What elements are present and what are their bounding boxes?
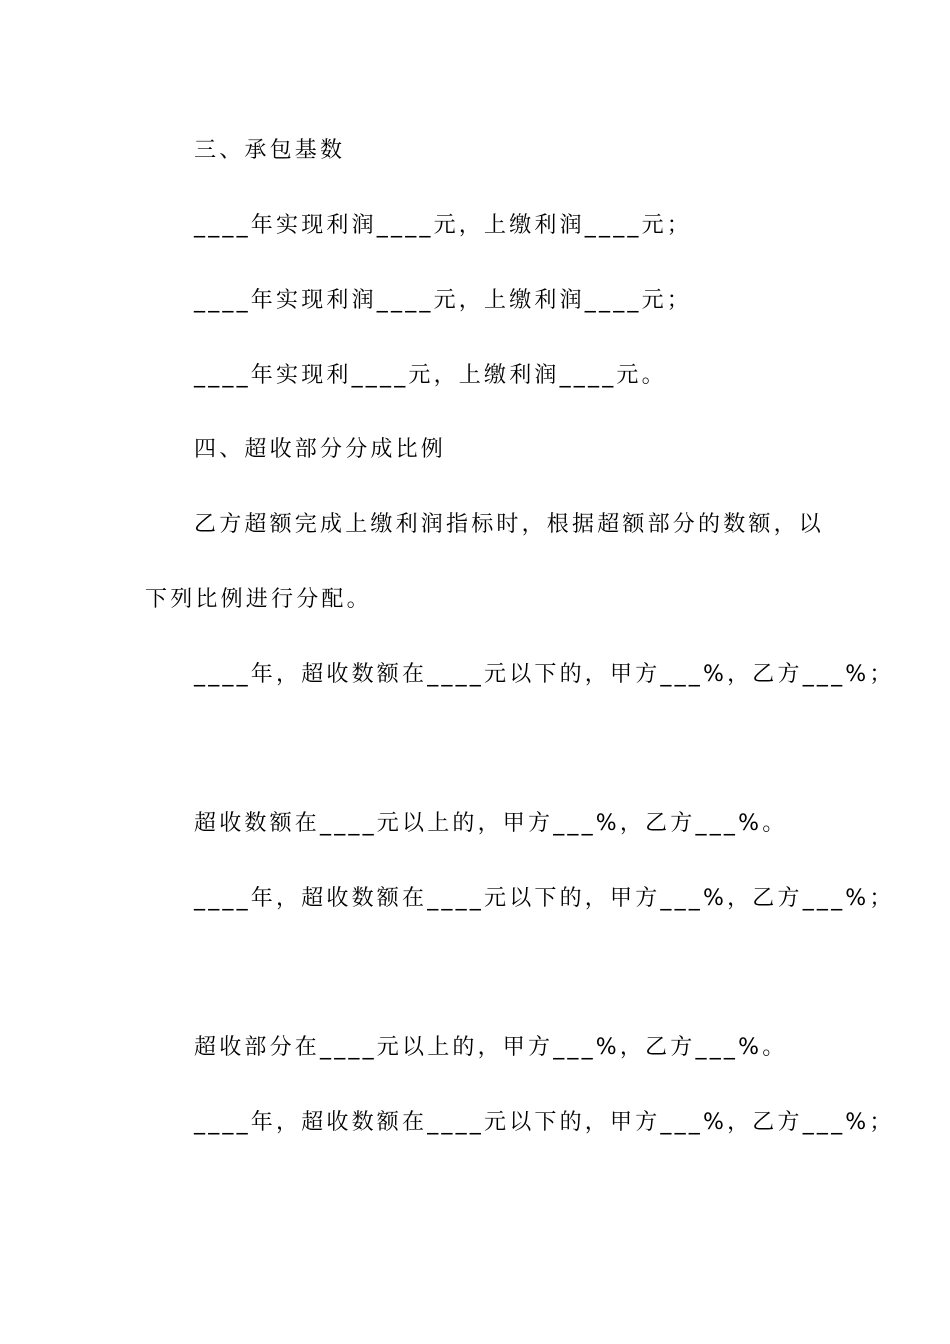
paragraph-text-continued: 下列比例进行分配。 bbox=[145, 587, 372, 612]
ratio-line-1: ____年，超收数额在____元以下的，甲方___%，乙方___%； bbox=[194, 662, 895, 687]
ratio-line-5: ____年，超收数额在____元以下的，甲方___%，乙方___%； bbox=[194, 1110, 895, 1135]
ratio-line-4: 超收部分在____元以上的，甲方___%，乙方___%。 bbox=[194, 1035, 788, 1060]
ratio-line-2: 超收数额在____元以上的，甲方___%，乙方___%。 bbox=[194, 811, 788, 836]
profit-line-2: ____年实现利润____元，上缴利润____元； bbox=[194, 288, 693, 313]
ratio-line-3: ____年，超收数额在____元以下的，甲方___%，乙方___%； bbox=[194, 886, 895, 911]
profit-line-1: ____年实现利润____元，上缴利润____元； bbox=[194, 213, 693, 238]
section-heading-contract-base: 三、承包基数 bbox=[194, 138, 346, 163]
section-heading-excess-share: 四、超收部分分成比例 bbox=[194, 437, 447, 462]
profit-line-3: ____年实现利____元，上缴利润____元。 bbox=[194, 363, 667, 388]
paragraph-text: 乙方超额完成上缴利润指标时，根据超额部分的数额，以 bbox=[194, 512, 825, 537]
